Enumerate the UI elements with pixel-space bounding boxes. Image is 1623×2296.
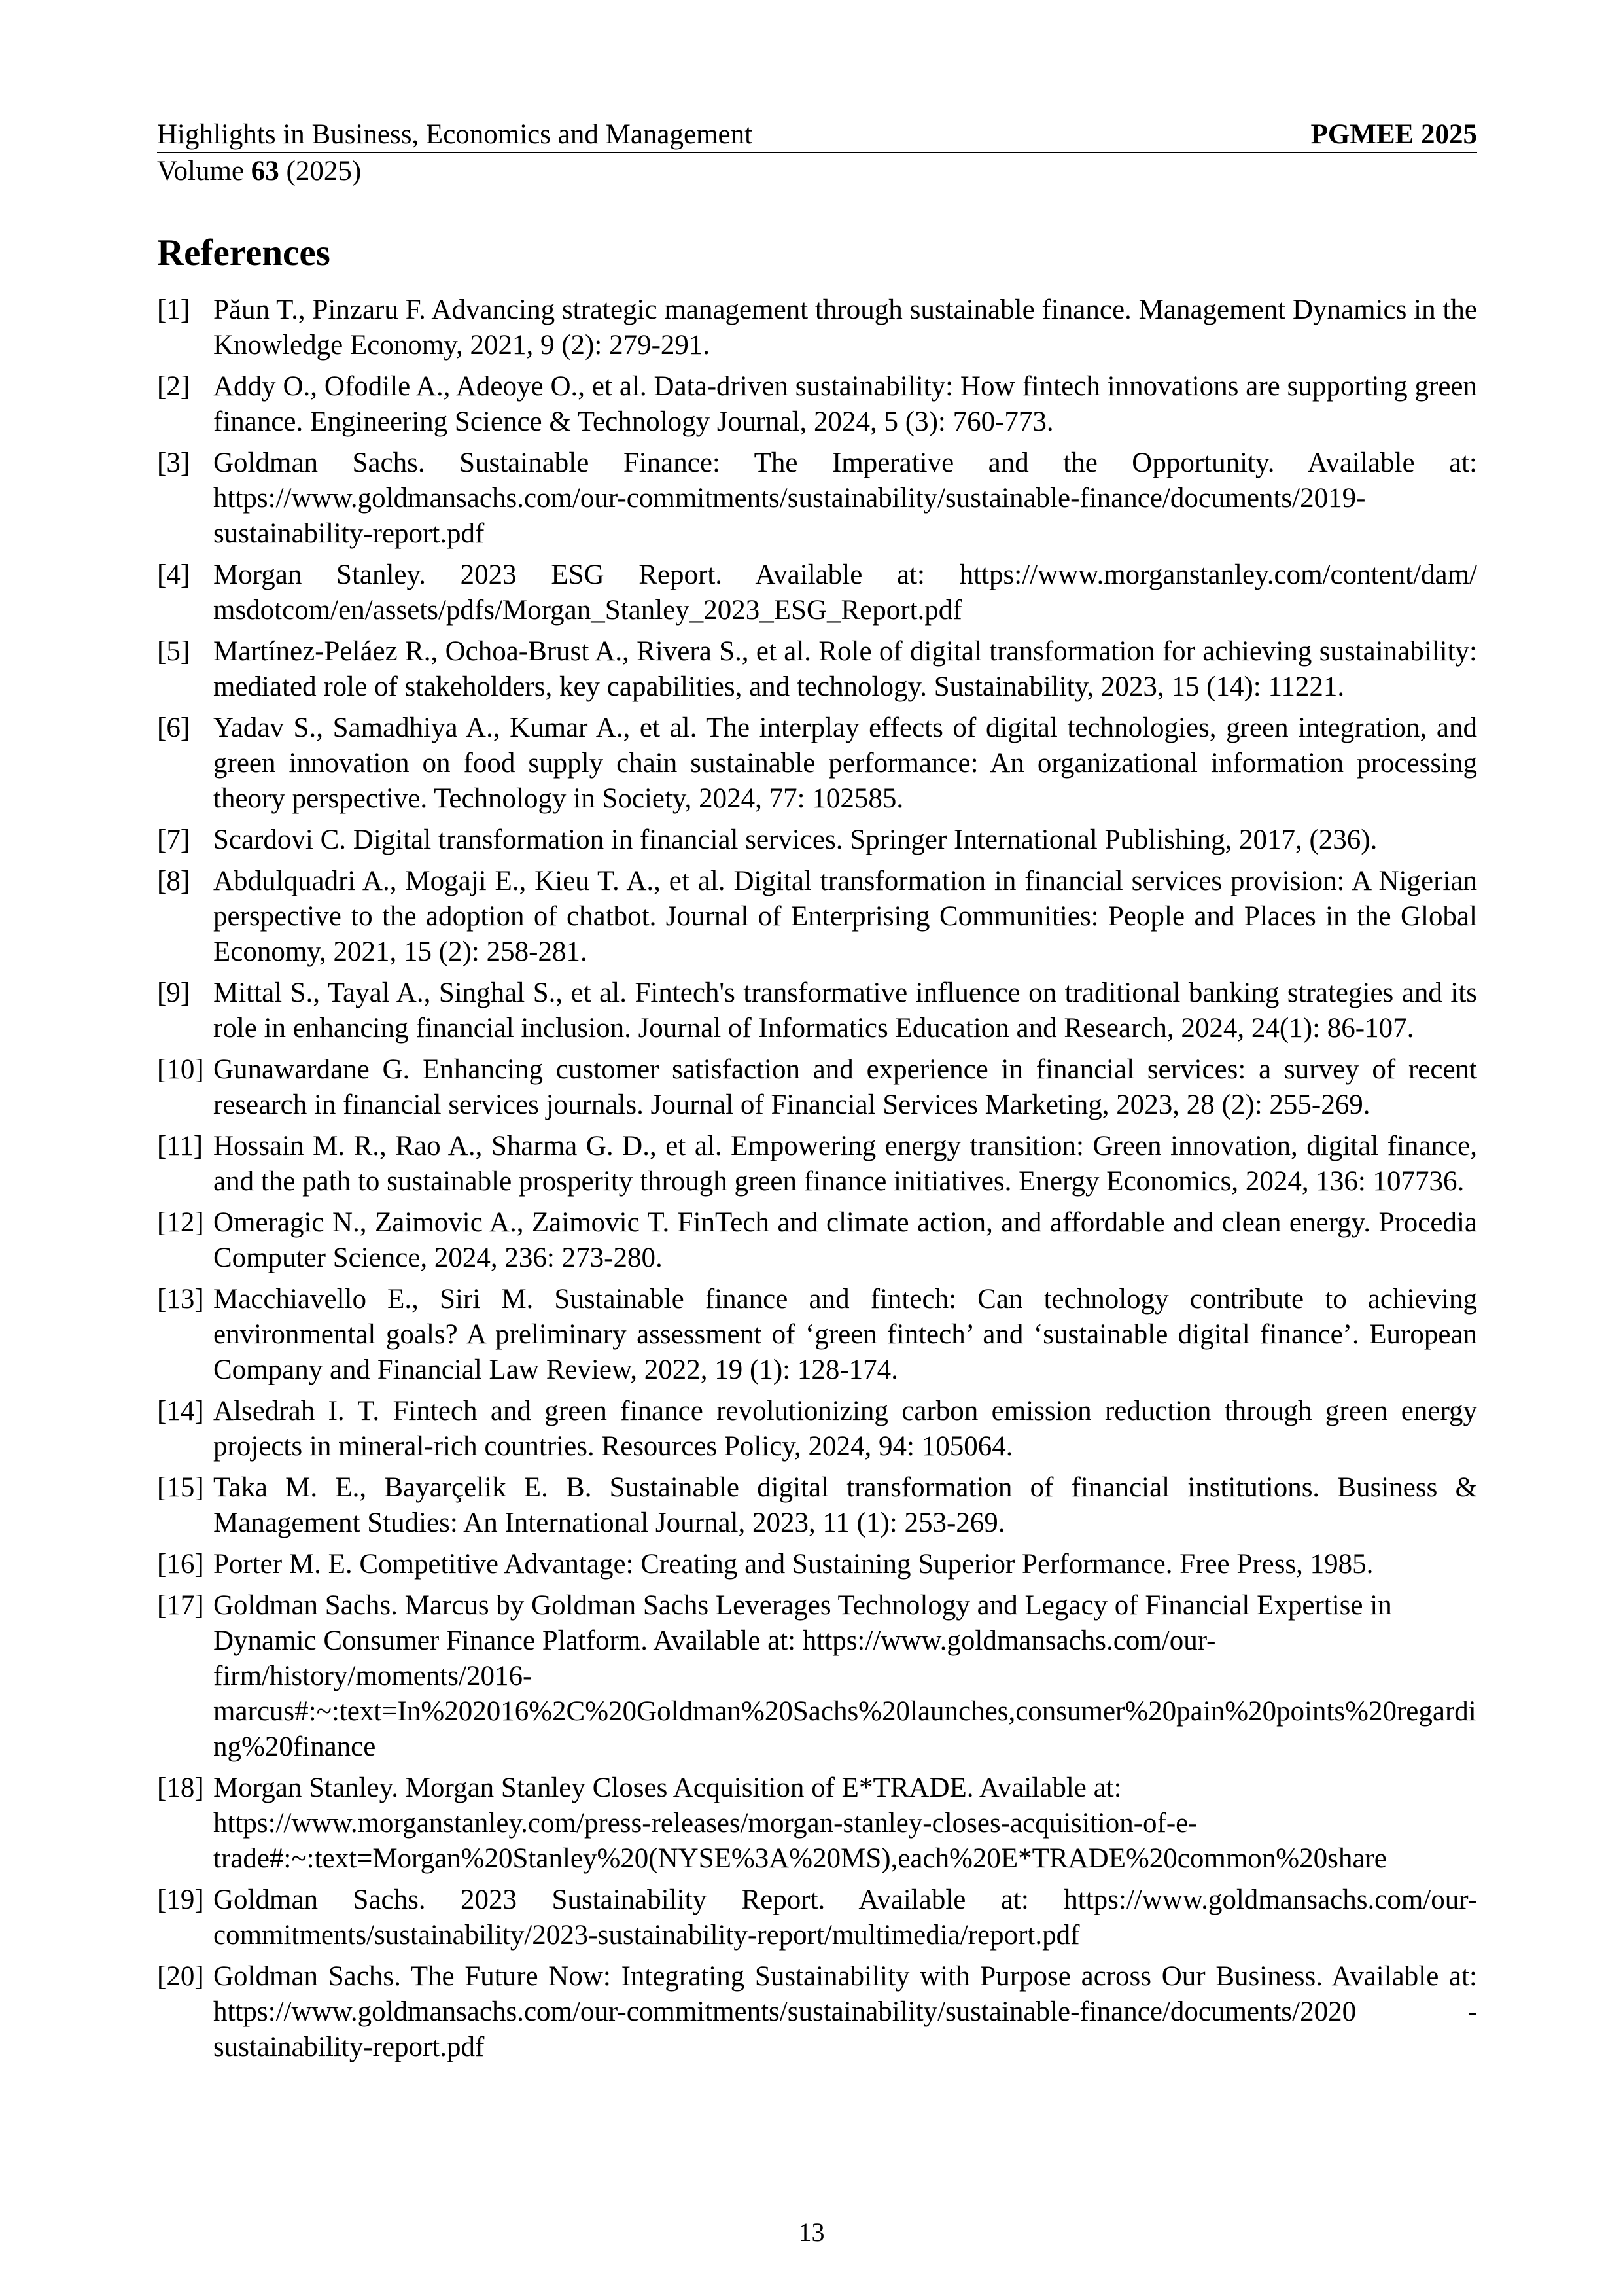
reference-number: [4] (157, 559, 190, 590)
reference-text: Alsedrah I. T. Fintech and green finance revolutionizing carbon emission reduction through green energy projects in mineral-rich countries. Resources Policy, 2024, 94: 105064. (213, 1396, 1477, 1462)
reference-number: [19] (157, 1884, 204, 1915)
reference-number: [20] (157, 1961, 204, 1992)
reference-item (157, 1282, 1477, 1388)
reference-item (157, 1394, 1477, 1464)
reference-number: [2] (157, 371, 190, 402)
reference-number: [14] (157, 1396, 204, 1426)
reference-text: Martínez-Peláez R., Ochoa-Brust A., Rivera S., et al. Role of digital transformation for achieving sustainability: mediated role of stakeholders, key capabilities, and technology. Sustainability, 2023, 15 (14): 11221. (213, 636, 1477, 702)
reference-item (157, 292, 1477, 363)
journal-name: Highlights in Business, Economics and Management (157, 119, 753, 150)
running-header (157, 118, 1477, 190)
reference-number: [1] (157, 294, 190, 325)
reference-text: Mittal S., Tayal A., Singhal S., et al. Fintech's transformative influence on traditional banking strategies and its role in enhancing financial inclusion. Journal of Informatics Education and Research, 2024, 24(1): 86-107. (213, 978, 1477, 1044)
reference-text: Yadav S., Samadhiya A., Kumar A., et al. The interplay effects of digital technologies, green integration, and green innovation on food supply chain sustainable performance: An organizational information processing theory perspective. Technology in Society, 2024, 77: 102585. (213, 713, 1477, 814)
reference-text: Porter M. E. Competitive Advantage: Creating and Sustaining Superior Performance. Free Press, 1985. (213, 1549, 1374, 1580)
reference-text: Macchiavello E., Siri M. Sustainable finance and fintech: Can technology contribute to achieving environmental goals? A preliminary assessment of ‘green fintech’ and ‘sustainable digital finance’. European Company and Financial Law Review, 2022, 19 (1): 128-174. (213, 1284, 1477, 1385)
reference-item (157, 864, 1477, 970)
reference-item (157, 711, 1477, 817)
reference-item (157, 369, 1477, 440)
reference-number: [9] (157, 978, 190, 1008)
reference-text: Hossain M. R., Rao A., Sharma G. D., et al. Empowering energy transition: Green innovation, digital finance, and the path to sustainable prosperity through green finance initiatives. Energy Economics, 2024, 136: 107736. (213, 1131, 1477, 1197)
reference-number: [16] (157, 1549, 204, 1580)
reference-number: [5] (157, 636, 190, 667)
reference-item (157, 1959, 1477, 2065)
reference-item (157, 634, 1477, 705)
reference-text: Goldman Sachs. Sustainable Finance: The Imperative and the Opportunity. Available at: https://www.goldmansachs.com/our-commitments/sustainability/sustainable-finance/documents/2019-sustainability-report.pdf (213, 448, 1477, 549)
reference-item (157, 1205, 1477, 1276)
reference-item (157, 1588, 1477, 1765)
conference-name: PGMEE 2025 (1310, 119, 1477, 150)
reference-list (157, 292, 1477, 2071)
reference-number: [6] (157, 713, 190, 743)
reference-number: [15] (157, 1472, 204, 1503)
reference-number: [17] (157, 1590, 204, 1621)
reference-text: Omeragic N., Zaimovic A., Zaimovic T. FinTech and climate action, and affordable and clean energy. Procedia Computer Science, 2024, 236: 273-280. (213, 1207, 1477, 1273)
reference-item (157, 1882, 1477, 1953)
reference-item (157, 1052, 1477, 1123)
reference-item (157, 1547, 1477, 1582)
header-row (157, 118, 1477, 153)
reference-text: Morgan Stanley. Morgan Stanley Closes Acquisition of E*TRADE. Available at: https://www.morganstanley.com/press-releases/morgan-stanley-closes-acquisition-of-e-trade#:~:text=Morgan%20Stanley%20(NYSE%3A%20MS),each%20E*TRADE%20common%20share (213, 1773, 1387, 1874)
volume-suffix: (2025) (279, 156, 362, 186)
volume-prefix: Volume (157, 156, 251, 186)
reference-number: [8] (157, 866, 190, 896)
reference-number: [3] (157, 448, 190, 478)
reference-number: [12] (157, 1207, 204, 1238)
volume-number: 63 (251, 156, 279, 186)
reference-item (157, 1470, 1477, 1541)
reference-text: Goldman Sachs. The Future Now: Integrating Sustainability with Purpose across Our Business. Available at: https://www.goldmansachs.com/our-commitments/sustainability/sustainable-finance/documents/2020 - sustainability-report.pdf (213, 1961, 1477, 2062)
reference-number: [13] (157, 1284, 204, 1315)
reference-text: Taka M. E., Bayarçelik E. B. Sustainable digital transformation of financial institutions. Business & Management Studies: An International Journal, 2023, 11 (1): 253-269. (213, 1472, 1477, 1538)
reference-item (157, 446, 1477, 552)
page-number: 13 (798, 2217, 825, 2247)
reference-number: [7] (157, 824, 190, 855)
reference-item (157, 976, 1477, 1046)
reference-item (157, 1771, 1477, 1877)
reference-text: Scardovi C. Digital transformation in financial services. Springer International Publishing, 2017, (236). (213, 824, 1378, 855)
reference-text: Goldman Sachs. 2023 Sustainability Report. Available at: https://www.goldmansachs.com/our-commitments/sustainability/2023-sustainability-report/multimedia/report.pdf (213, 1884, 1477, 1951)
reference-item (157, 1129, 1477, 1199)
reference-number: [11] (157, 1131, 203, 1161)
reference-item (157, 822, 1477, 858)
reference-number: [18] (157, 1773, 204, 1803)
section-title: References (157, 232, 330, 274)
reference-text: Gunawardane G. Enhancing customer satisfaction and experience in financial services: a survey of recent research in financial services journals. Journal of Financial Services Marketing, 2023, 28 (2): 255-269. (213, 1054, 1477, 1120)
reference-number: [10] (157, 1054, 204, 1085)
reference-text: Goldman Sachs. Marcus by Goldman Sachs Leverages Technology and Legacy of Financial Expertise in Dynamic Consumer Finance Platform. Available at: https://www.goldmansachs.com/our-firm/history/moments/2016-marcus#:~:text=In%202016%2C%20Goldman%20Sachs%20launches,consumer%20pain%20points%20regarding%20finance (213, 1590, 1476, 1762)
reference-text: Addy O., Ofodile A., Adeoye O., et al. Data-driven sustainability: How fintech innovations are supporting green finance. Engineering Science & Technology Journal, 2024, 5 (3): 760-773. (213, 371, 1477, 437)
reference-text: Morgan Stanley. 2023 ESG Report. Available at: https://www.morganstanley.com/content/dam/ msdotcom/en/assets/pdfs/Morgan_Stanley_2023_ESG_Report.pdf (213, 559, 1477, 626)
reference-text: Păun T., Pinzaru F. Advancing strategic management through sustainable finance. Management Dynamics in the Knowledge Economy, 2021, 9 (2): 279-291. (213, 294, 1477, 361)
reference-item (157, 557, 1477, 628)
reference-text: Abdulquadri A., Mogaji E., Kieu T. A., et al. Digital transformation in financial services provision: A Nigerian perspective to the adoption of chatbot. Journal of Enterprising Communities: People and Places in the Global Economy, 2021, 15 (2): 258-281. (213, 866, 1477, 967)
volume-line (157, 153, 1477, 190)
